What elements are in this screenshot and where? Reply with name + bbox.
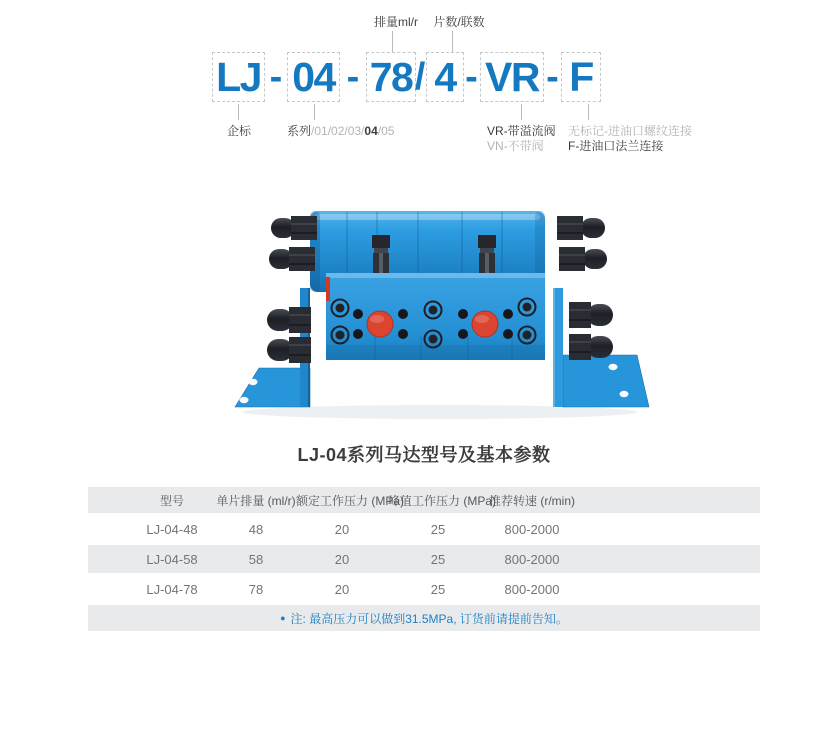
table-header-row [88, 487, 760, 513]
model-separator: - [546, 55, 559, 98]
table-row [88, 515, 760, 543]
model-segment-series: 04 [287, 52, 340, 102]
table-row [88, 575, 760, 603]
section-title: LJ-04系列马达型号及基本参数 [297, 445, 551, 465]
leader-line [392, 31, 393, 52]
table-cell: 800-2000 [504, 521, 560, 537]
column-header: 型号 [159, 493, 184, 508]
table-cell: 800-2000 [504, 551, 560, 567]
table-cell: 78 [248, 581, 264, 597]
table-row [88, 545, 760, 573]
hose-fitting-icon [557, 216, 607, 271]
hose-fitting-icon [569, 302, 613, 360]
leader-line [521, 104, 522, 120]
table-cell: LJ-04-78 [146, 581, 198, 597]
connection-option-thread-label: 无标记-进油口螺纹连接 [568, 124, 692, 138]
series-options: /01/02/03/ [311, 124, 365, 138]
table-cell: 20 [334, 551, 350, 567]
series-prefix: 系列 [287, 124, 312, 138]
sections-count-label: 片数/联数 [433, 15, 485, 29]
column-header: 单片排量 (ml/r) [216, 493, 296, 508]
valve-option-vn-label: VN-不带阀 [487, 139, 544, 153]
note-bullet-icon: ● [280, 612, 286, 623]
model-separator: / [414, 55, 426, 98]
connection-option-flange-label: F-进油口法兰连接 [568, 139, 664, 153]
product-photo [225, 185, 655, 425]
series-options: /05 [377, 124, 395, 138]
model-separator: - [269, 55, 283, 98]
column-header: 推荐转速 (r/min) [489, 493, 575, 508]
table-cell: 58 [248, 551, 264, 567]
params-table [88, 487, 760, 631]
valve-option-vr-label: VR-带溢流阀 [487, 124, 556, 138]
model-segment-valve: VR [480, 52, 544, 102]
model-separator: - [346, 55, 360, 98]
table-cell: 25 [430, 551, 446, 567]
leader-line [588, 104, 589, 120]
displacement-label: 排量ml/r [374, 15, 418, 29]
table-cell: 800-2000 [504, 581, 560, 597]
leader-line [238, 104, 239, 120]
column-header: 峰值工作压力 (MPa) [388, 493, 497, 508]
table-cell: 25 [430, 521, 446, 537]
table-cell: 20 [334, 521, 350, 537]
column-header: 额定工作压力 (MPa) [296, 493, 405, 508]
table-cell: 48 [248, 521, 264, 537]
model-segment-displacement: 78 [366, 52, 416, 102]
model-separator: - [465, 55, 478, 98]
model-segment-sections: 4 [426, 52, 464, 102]
series-label [287, 122, 394, 139]
table-cell: LJ-04-58 [146, 551, 198, 567]
note-row [88, 605, 760, 631]
enterprise-standard-label: 企标 [226, 124, 251, 138]
leader-line [452, 31, 453, 52]
series-selected: 04 [364, 124, 378, 138]
hose-fitting-icon [269, 216, 317, 271]
model-segment-connection: F [561, 52, 601, 102]
leader-line [314, 104, 315, 120]
table-cell: 20 [334, 581, 350, 597]
table-cell: LJ-04-48 [146, 521, 198, 537]
table-cell: 25 [430, 581, 446, 597]
model-segment-brand: LJ [212, 52, 265, 102]
note-text: 注: 最高压力可以做到31.5MPa, 订货前请提前告知。 [290, 611, 568, 626]
